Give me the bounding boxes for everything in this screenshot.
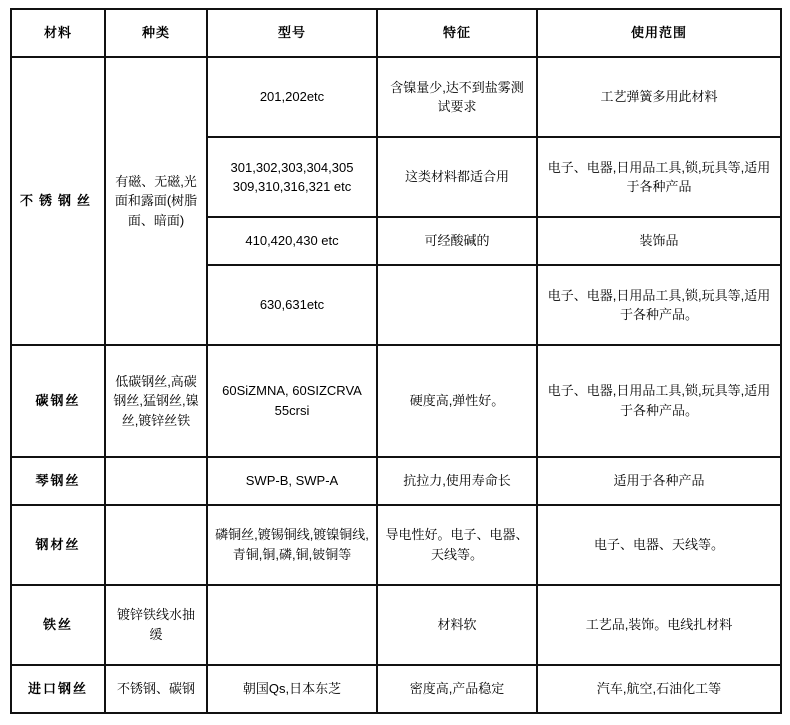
cell-usage: 电子、电器,日用品工具,锁,玩具等,适用于各种产品: [537, 137, 781, 217]
table-row: [11, 57, 781, 137]
cell-model: 630,631etc: [207, 265, 377, 345]
cell-kind: [105, 457, 207, 505]
cell-material: 不锈钢丝: [11, 57, 105, 345]
cell-kind: 低碳钢丝,高碳钢丝,猛钢丝,镍丝,镀锌丝铁: [105, 345, 207, 457]
cell-usage: 工艺弹簧多用此材料: [537, 57, 781, 137]
cell-usage: 工艺品,装饰。电线扎材料: [537, 585, 781, 665]
cell-usage: 电子、电器、天线等。: [537, 505, 781, 585]
cell-material: 进口钢丝: [11, 665, 105, 713]
cell-feature: 密度高,产品稳定: [377, 665, 537, 713]
cell-model: 60SiZMNA, 60SIZCRVA 55crsi: [207, 345, 377, 457]
cell-feature: 抗拉力,使用寿命长: [377, 457, 537, 505]
cell-feature: 含镍量少,达不到盐雾测试要求: [377, 57, 537, 137]
cell-kind: [105, 505, 207, 585]
cell-kind: 不锈钢、碳钢: [105, 665, 207, 713]
table-row: [11, 665, 781, 713]
cell-model: 201,202etc: [207, 57, 377, 137]
cell-feature: 导电性好。电子、电器、天线等。: [377, 505, 537, 585]
cell-feature: [377, 265, 537, 345]
cell-model: 磷铜丝,镀锡铜线,镀镍铜线,青铜,铜,磷,铜,铍铜等: [207, 505, 377, 585]
cell-material: 铁丝: [11, 585, 105, 665]
cell-usage: 汽车,航空,石油化工等: [537, 665, 781, 713]
header-model: 型号: [207, 9, 377, 57]
cell-usage: 电子、电器,日用品工具,锁,玩具等,适用于各种产品。: [537, 265, 781, 345]
cell-model: 410,420,430 etc: [207, 217, 377, 265]
header-usage: 使用范围: [537, 9, 781, 57]
cell-material: 琴钢丝: [11, 457, 105, 505]
table-header-row: [11, 9, 781, 57]
cell-model: SWP-B, SWP-A: [207, 457, 377, 505]
cell-usage: 适用于各种产品: [537, 457, 781, 505]
cell-feature: 这类材料都适合用: [377, 137, 537, 217]
cell-usage: 装饰品: [537, 217, 781, 265]
header-material: 材料: [11, 9, 105, 57]
cell-kind: 镀锌铁线水抽缓: [105, 585, 207, 665]
cell-feature: 材料软: [377, 585, 537, 665]
cell-feature: 硬度高,弹性好。: [377, 345, 537, 457]
table-row: [11, 505, 781, 585]
cell-usage: 电子、电器,日用品工具,锁,玩具等,适用于各种产品。: [537, 345, 781, 457]
cell-kind: 有磁、无磁,光面和露面(树脂面、暗面): [105, 57, 207, 345]
header-feature: 特征: [377, 9, 537, 57]
cell-model: [207, 585, 377, 665]
material-spec-table: [10, 8, 782, 714]
cell-feature: 可经酸碱的: [377, 217, 537, 265]
cell-material: 碳钢丝: [11, 345, 105, 457]
table-row: [11, 345, 781, 457]
header-kind: 种类: [105, 9, 207, 57]
cell-material: 钢材丝: [11, 505, 105, 585]
table-row: [11, 457, 781, 505]
table-row: [11, 585, 781, 665]
cell-model: 301,302,303,304,305 309,310,316,321 etc: [207, 137, 377, 217]
cell-model: 朝国Qs,日本东芝: [207, 665, 377, 713]
